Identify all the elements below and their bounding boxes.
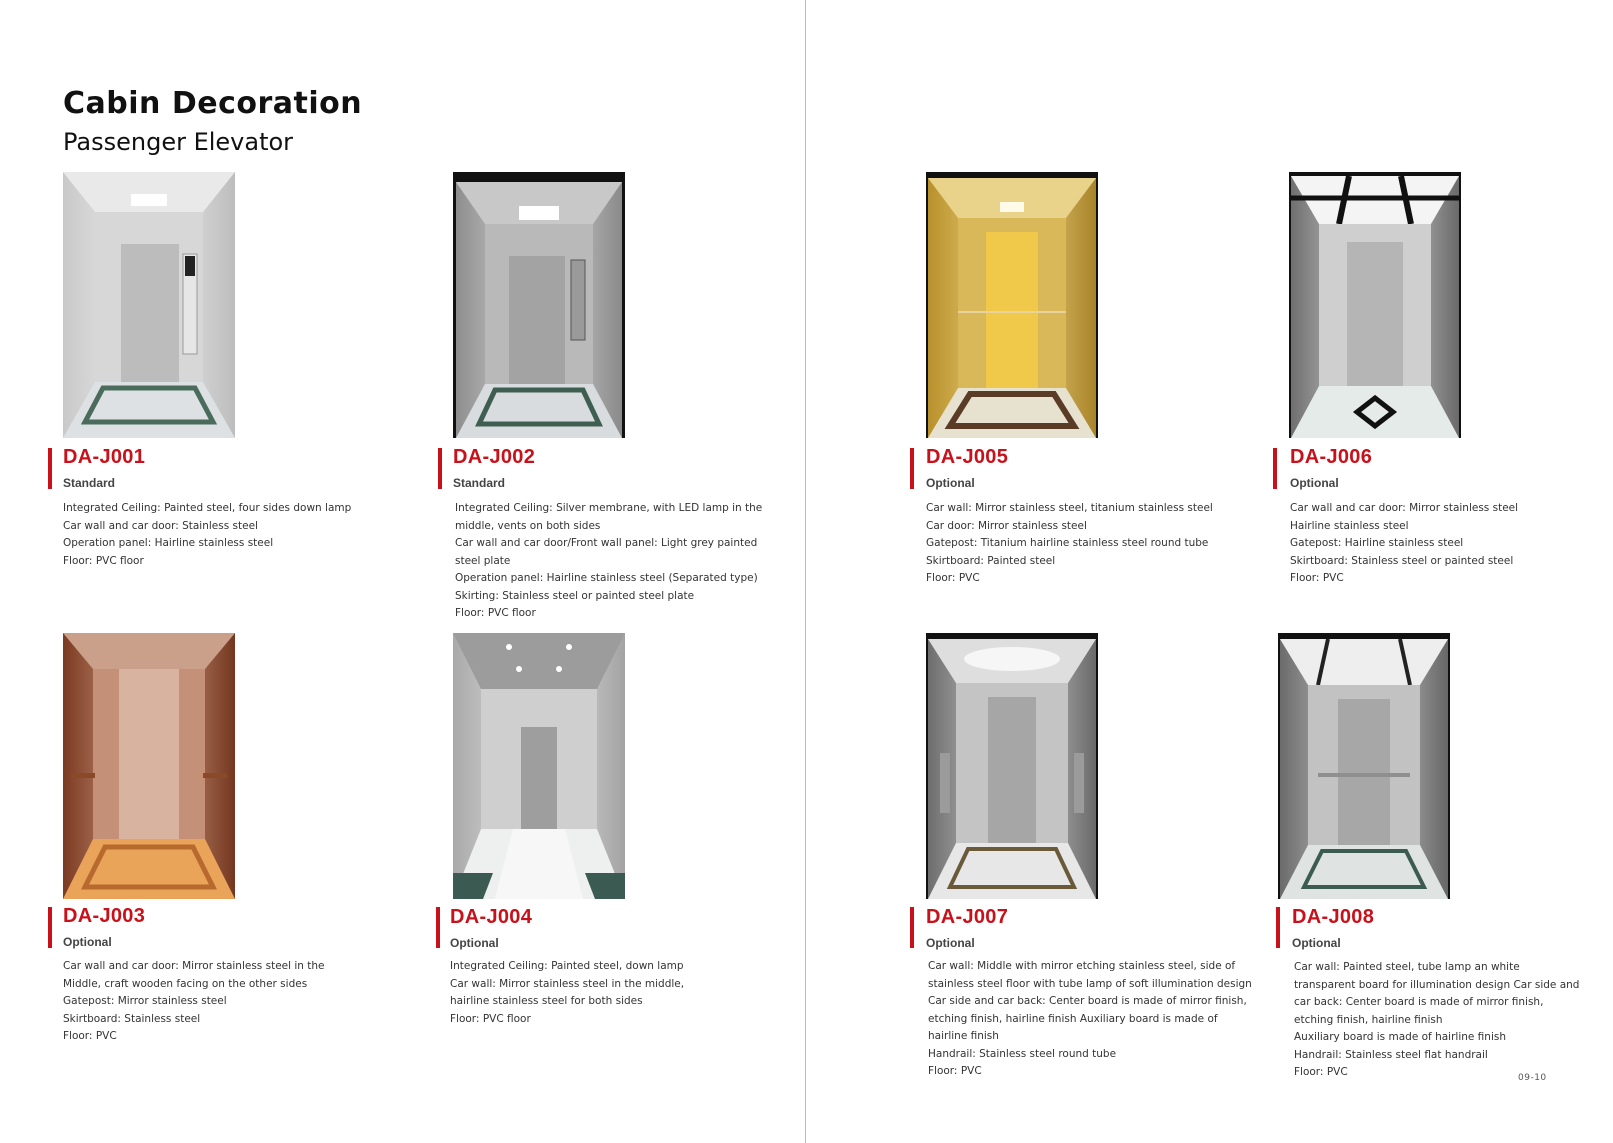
cabin-tier: Standard	[63, 476, 116, 490]
spec-line: Handrail: Stainless steel round tube	[928, 1047, 1117, 1060]
spec-line: etching finish, hairline finish	[1294, 1013, 1443, 1026]
cabin-specs	[1294, 959, 1579, 1082]
spec-line: Floor: PVC	[928, 1065, 982, 1077]
spec-line: Car wall and car door: Mirror stainless steel	[1290, 502, 1519, 514]
cabin-code: DA-J003	[63, 905, 146, 927]
code-marker	[1276, 907, 1280, 948]
spec-line: Integrated Ceiling: Painted steel, down lamp	[450, 960, 684, 972]
spec-line: Floor: PVC floor	[63, 554, 144, 567]
spec-line: Handrail: Stainless steel flat handrail	[1294, 1048, 1488, 1061]
cabin-specs	[1290, 500, 1518, 588]
code-marker	[1273, 448, 1277, 489]
cabin-specs	[926, 500, 1213, 588]
spec-line: Car wall: Mirror stainless steel in the middle,	[450, 977, 685, 990]
spec-line: etching finish, hairline finish Auxiliary board is made of	[928, 1012, 1218, 1025]
code-marker	[436, 907, 440, 948]
cabin-tier: Optional	[1292, 936, 1341, 950]
spec-line: Car door: Mirror stainless steel	[926, 519, 1087, 532]
cabin-specs	[928, 958, 1252, 1081]
cabin-tier: Optional	[450, 936, 499, 950]
cabin-photo-j003	[63, 633, 235, 899]
spec-line: steel plate	[455, 554, 511, 567]
cabin-tier: Standard	[453, 476, 506, 490]
cabin-specs	[63, 958, 325, 1046]
spec-line: Car wall and car door/Front wall panel: Light grey painted	[455, 537, 758, 549]
code-marker	[438, 448, 442, 489]
spec-line: Skirtboard: Stainless steel	[63, 1012, 201, 1025]
spec-line: Floor: PVC	[63, 1030, 117, 1042]
spec-line: Skirtboard: Painted steel	[926, 554, 1056, 567]
spec-line: hairline finish	[928, 1030, 999, 1042]
spec-line: hairline stainless steel for both sides	[450, 995, 643, 1007]
spec-line: Car wall: Painted steel, tube lamp an white	[1294, 961, 1520, 973]
code-marker	[48, 907, 52, 948]
spec-line: Operation panel: Hairline stainless steel	[63, 537, 274, 549]
cabin-tier: Optional	[926, 936, 975, 950]
spec-line: car back: Center board is made of mirror finish,	[1294, 996, 1544, 1008]
spec-line: stainless steel floor with tube lamp of soft illumination design	[928, 977, 1252, 990]
cabin-code: DA-J005	[926, 446, 1009, 468]
spec-line: Floor: PVC floor	[455, 607, 536, 619]
cabin-tier: Optional	[63, 935, 112, 949]
spec-line: Skirting: Stainless steel or painted steel plate	[455, 589, 695, 602]
cabin-tier: Optional	[926, 476, 975, 490]
spec-line: Car wall: Mirror stainless steel, titanium stainless steel	[926, 502, 1213, 514]
cabin-code: DA-J007	[926, 906, 1009, 928]
page-number: 09-10	[1518, 1073, 1547, 1083]
cabin-code: DA-J008	[1292, 906, 1375, 928]
cabin-photo-j006	[1289, 172, 1461, 438]
cabin-photo-j004	[453, 633, 625, 899]
spec-line: middle, vents on both sides	[455, 519, 601, 532]
page-subtitle: Passenger Elevator	[63, 128, 294, 156]
cabin-specs	[455, 500, 762, 623]
spec-line: Floor: PVC	[1290, 572, 1344, 584]
cabin-code: DA-J006	[1290, 446, 1373, 468]
cabin-photo-j007	[926, 633, 1098, 899]
cabin-photo-j001	[63, 172, 235, 438]
spec-line: Middle, craft wooden facing on the other sides	[63, 977, 308, 990]
cabin-code: DA-J001	[63, 446, 146, 468]
cabin-photo-j002	[453, 172, 625, 438]
spec-line: Hairline stainless steel	[1290, 519, 1409, 532]
spec-line: transparent board for illumination design Car side and	[1294, 978, 1580, 991]
cabin-specs	[450, 958, 684, 1028]
page-title: Cabin Decoration	[63, 86, 363, 121]
cabin-tier: Optional	[1290, 476, 1339, 490]
spec-line: Floor: PVC	[1294, 1066, 1348, 1078]
spec-line: Skirtboard: Stainless steel or painted steel	[1290, 554, 1514, 567]
spec-line: Gatepost: Titanium hairline stainless steel round tube	[926, 537, 1209, 549]
spec-line: Auxiliary board is made of hairline finish	[1294, 1031, 1506, 1043]
cabin-code: DA-J004	[450, 906, 533, 928]
spec-line: Car wall: Middle with mirror etching stainless steel, side of	[928, 960, 1236, 972]
spec-line: Gatepost: Mirror stainless steel	[63, 995, 227, 1007]
cabin-photo-j008	[1278, 633, 1450, 899]
cabin-photo-j005	[926, 172, 1098, 438]
code-marker	[48, 448, 52, 489]
spec-line: Car side and car back: Center board is made of mirror finish,	[928, 995, 1247, 1007]
spec-line: Integrated Ceiling: Painted steel, four sides down lamp	[63, 502, 352, 514]
spec-line: Gatepost: Hairline stainless steel	[1290, 537, 1464, 549]
spec-line: Car wall and car door: Mirror stainless steel in the	[63, 960, 325, 972]
spec-line: Car wall and car door: Stainless steel	[63, 519, 258, 532]
spec-line: Operation panel: Hairline stainless steel (Separated type)	[455, 572, 758, 584]
code-marker	[910, 907, 914, 948]
code-marker	[910, 448, 914, 489]
spec-line: Integrated Ceiling: Silver membrane, with LED lamp in the	[455, 502, 763, 514]
cabin-code: DA-J002	[453, 446, 536, 468]
page-divider	[805, 0, 806, 1143]
spec-line: Floor: PVC	[926, 572, 980, 584]
spec-line: Floor: PVC floor	[450, 1012, 531, 1025]
cabin-specs	[63, 500, 351, 570]
